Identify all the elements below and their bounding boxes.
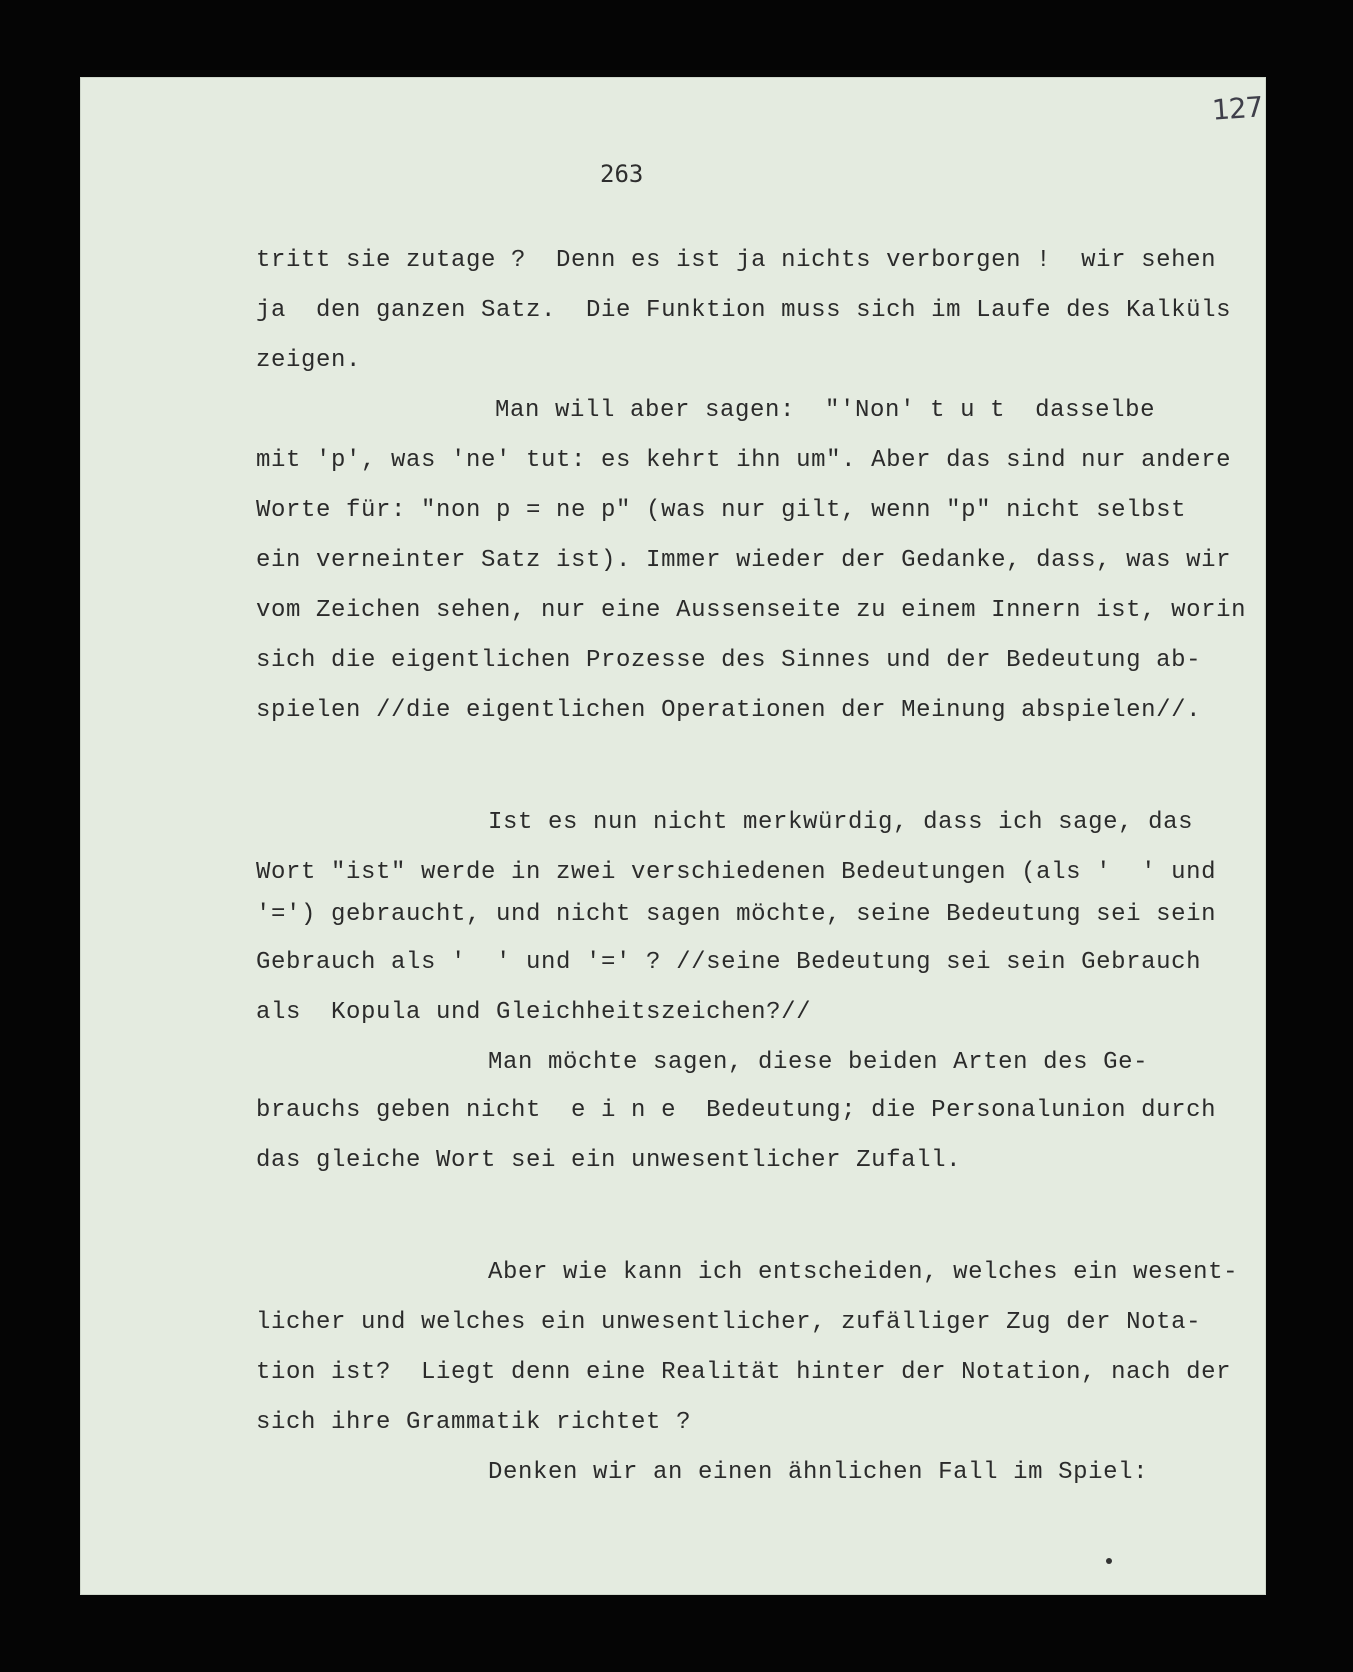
text-line: Aber wie kann ich entscheiden, welches ein wesent- [488,1259,1239,1286]
text-line: vom Zeichen sehen, nur eine Aussenseite zu einem Innern ist, worin [256,597,1247,624]
text-line: tion ist? Liegt denn eine Realität hinter der Notation, nach der [256,1359,1232,1386]
text-line: '=') gebraucht, und nicht sagen möchte, seine Bedeutung sei sein [256,901,1217,928]
text-line: ein verneinter Satz ist). Immer wieder der Gedanke, dass, was wir [256,547,1232,574]
text-line: sich ihre Grammatik richtet ? [256,1409,692,1436]
text-line: mit 'p', was 'ne' tut: es kehrt ihn um". Aber das sind nur andere [256,447,1232,474]
text-line: spielen //die eigentlichen Operationen der Meinung abspielen//. [256,697,1202,724]
text-line: brauchs geben nicht e i n e Bedeutung; die Personalunion durch [256,1097,1217,1124]
text-line: Man will aber sagen: "'Non' t u t dasselbe [495,397,1156,424]
text-line: zeigen. [256,347,362,374]
text-line: Denken wir an einen ähnlichen Fall im Spiel: [488,1459,1149,1486]
text-line: das gleiche Wort sei ein unwesentlicher Zufall. [256,1147,962,1174]
archive-number: 127 [1210,90,1264,127]
text-line: Man möchte sagen, diese beiden Arten des Ge- [488,1049,1149,1076]
text-line: ja den ganzen Satz. Die Funktion muss sich im Laufe des Kalküls [256,297,1232,324]
text-line: Ist es nun nicht merkwürdig, dass ich sage, das [488,809,1194,836]
text-line: Worte für: "non p = ne p" (was nur gilt, wenn "p" nicht selbst [256,497,1187,524]
text-line: Wort "ist" werde in zwei verschiedenen Bedeutungen (als ' ' und [256,859,1217,886]
text-line: als Kopula und Gleichheitszeichen?// [256,999,812,1026]
ink-dot [1106,1558,1112,1564]
page-number: 263 [600,160,644,188]
text-line: Gebrauch als ' ' und '=' ? //seine Bedeutung sei sein Gebrauch [256,949,1202,976]
text-line: sich die eigentlichen Prozesse des Sinnes und der Bedeutung ab- [256,647,1202,674]
text-line: licher und welches ein unwesentlicher, zufälliger Zug der Nota- [256,1309,1202,1336]
text-line: tritt sie zutage ? Denn es ist ja nichts verborgen ! wir sehen [256,247,1217,274]
